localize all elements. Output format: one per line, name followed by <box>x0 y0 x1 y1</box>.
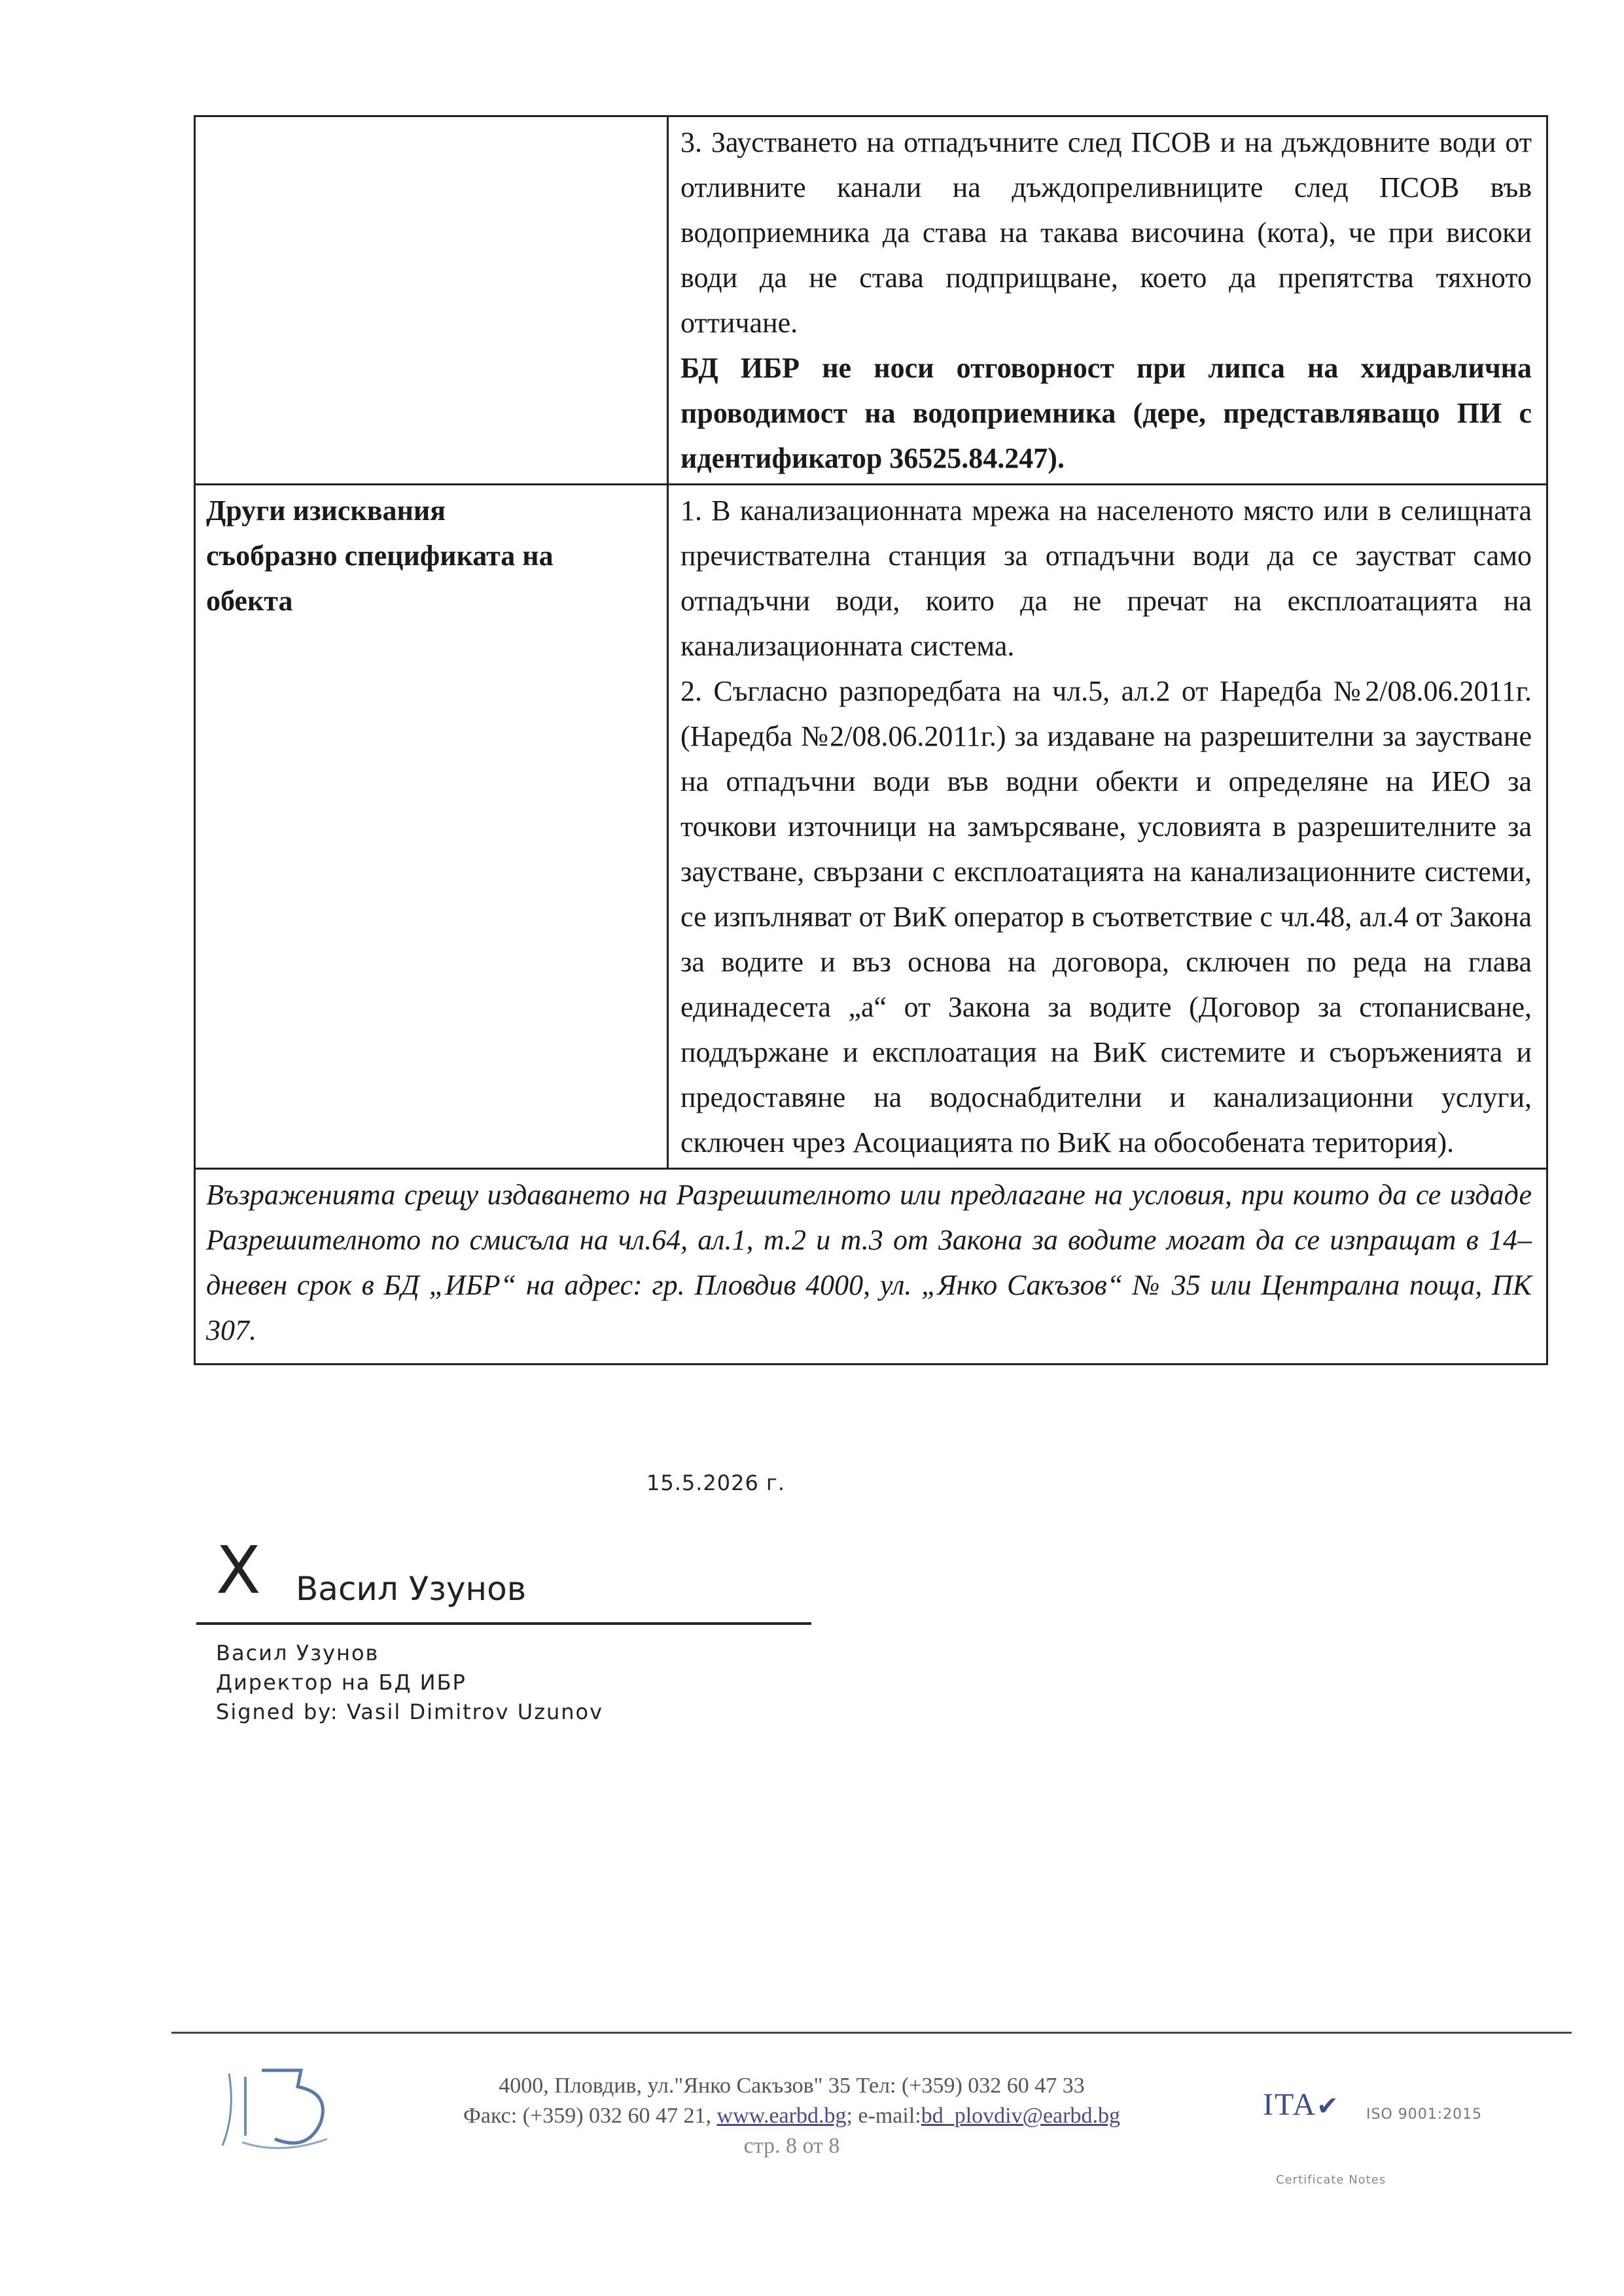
signer-name: Васил Узунов <box>216 1641 380 1665</box>
signature-mark: X <box>216 1532 261 1609</box>
ita-logo <box>1263 2087 1340 2123</box>
signer-title: Директор на БД ИБР <box>216 1670 467 1695</box>
footer-fax: Факс: (+359) 032 60 47 21, <box>463 2104 717 2128</box>
paragraph: 3. Заустването на отпадъчните след ПСОВ и на дъждовните води от отливните канали на дъждопреливниците след ПСОВ във водоприемника да става на такава височина (кота), че при високи води да не става подприщване, което да препятства тяхното оттичане. <box>680 126 1532 339</box>
footer-address: 4000, Пловдив, ул."Янко Сакъзов" 35 Тел: (+359) 032 60 47 33 <box>499 2074 1085 2098</box>
content-cell <box>668 116 1547 485</box>
signature-details <box>216 1639 603 1727</box>
content-cell <box>668 485 1547 1169</box>
signature-name: Васил Узунов <box>296 1570 527 1608</box>
signature-line <box>196 1622 811 1625</box>
conditions-table <box>194 115 1548 1365</box>
signed-by: Signed by: Vasil Dimitrov Uzunov <box>216 1699 604 1724</box>
footer-contact <box>366 2071 1217 2161</box>
label-line: Други изисквания <box>206 495 446 527</box>
label-line: съобразно спецификата на <box>206 540 554 572</box>
label-cell <box>195 485 668 1169</box>
paragraph: 2. Съгласно разпоредбата на чл.5, ал.2 от Наредба №2/08.06.2011г. (Наредба №2/08.06.2011г.) за издаване на разрешителни за заустване на отпадъчни води във водни обекти и определяне на ИЕО за точкови източници на замърсяване, условията в разрешителните за заустване, свързани с експлоатацията на канализационните системи, се изпълняват от ВиК оператор в съответствие с чл.48, ал.4 от Закона за водите и въз основа на договора, сключен по реда на глава единадесета „а“ от Закона за водите (Договор за стопанисване, поддържане и експлоатация на ВиК системите и съоръженията и предоставяне на водоснабдителни и канализационни услуги, сключен чрез Асоциацията по ВиК на обособената територия). <box>680 675 1532 1158</box>
table-row <box>195 116 1547 485</box>
page-number: стр. 8 от 8 <box>743 2134 840 2158</box>
empty-label-cell <box>195 116 668 485</box>
table-row <box>195 485 1547 1169</box>
footer-fax-line <box>366 2101 1217 2131</box>
website-link[interactable]: www.earbd.bg <box>716 2104 847 2128</box>
footer-email-label: ; e-mail: <box>846 2104 921 2128</box>
table-row <box>195 1169 1547 1365</box>
iso-label: ISO 9001:2015 <box>1366 2106 1483 2123</box>
paragraph: 1. В канализационната мрежа на населеното място или в селищната пречиствателна станция за отпадъчни води да се заустват само отпадъчни води, които да не пречат на експлоатацията на канализационната система. <box>680 495 1532 662</box>
label-line: обекта <box>206 585 293 617</box>
basin-directorate-logo <box>216 2061 347 2159</box>
email-link[interactable]: bd_plovdiv@earbd.bg <box>921 2104 1120 2128</box>
disclaimer-paragraph: БД ИБР не носи отговорност при липса на хидравлична проводимост на водоприемника (дере, представляващо ПИ с идентификатор 36525.84.247). <box>680 352 1532 474</box>
certificate-label: Certificate Notes <box>1276 2173 1386 2187</box>
signature-date: 15.5.2026 г. <box>646 1470 786 1495</box>
check-icon: ✔ <box>1316 2091 1340 2121</box>
ita-logo-text: ITA <box>1263 2087 1317 2122</box>
objections-note: Възраженията срещу издаването на Разрешителното или предлагане на условия, при които да се издаде Разрешителното по смисъла на чл.64, ал.1, т.2 и т.3 от Закона за водите могат да се изпращат в 14– дневен срок в БД „ИБР“ на адрес: гр. Пловдив 4000, ул. „Янко Сакъзов“ № 35 или Централна поща, ПК 307. <box>195 1169 1547 1365</box>
footer-divider <box>171 2032 1572 2034</box>
